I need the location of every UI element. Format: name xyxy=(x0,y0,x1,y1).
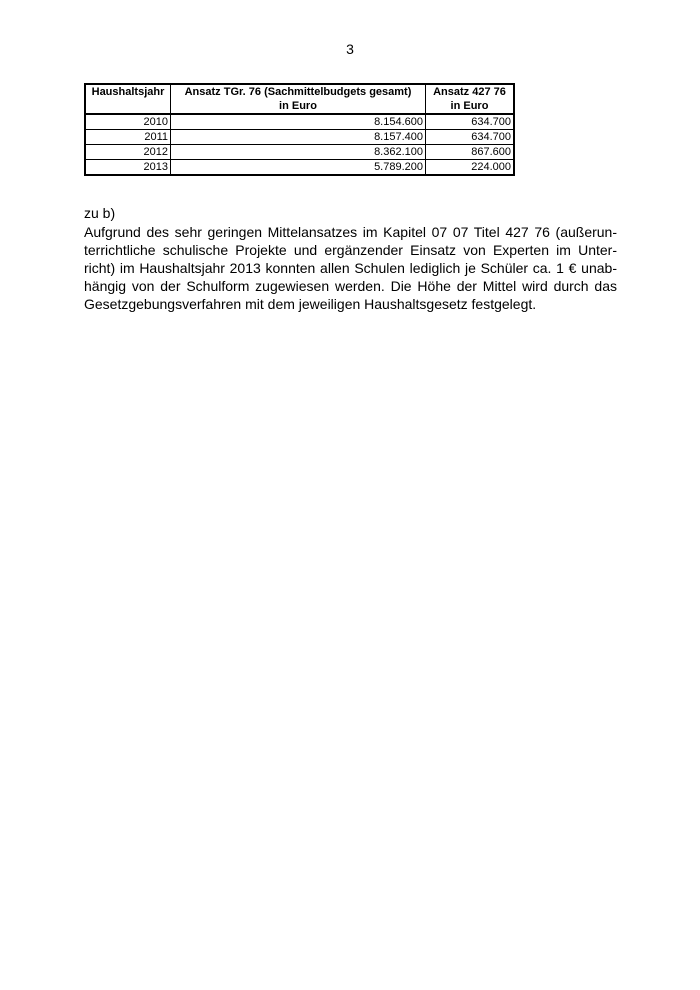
table-row xyxy=(85,130,514,145)
paragraph-line: terrichtliche schulische Projekte und ergänzender Einsatz von Experten im Unter- xyxy=(84,242,617,258)
cell-year: 2012 xyxy=(85,145,171,160)
header-tgr xyxy=(171,84,426,114)
table-header-row xyxy=(85,84,514,114)
body-paragraph xyxy=(84,223,617,313)
cell-tgr: 8.157.400 xyxy=(171,130,426,145)
section-heading: zu b) xyxy=(84,205,116,221)
header-title-line1: Ansatz 427 76 xyxy=(433,86,506,98)
paragraph-line: Aufgrund des sehr geringen Mittelansatzes im Kapitel 07 07 Titel 427 76 (außerun- xyxy=(84,224,617,240)
cell-title: 634.700 xyxy=(426,114,515,130)
table-row xyxy=(85,145,514,160)
page-number: 3 xyxy=(346,41,354,57)
budget-table xyxy=(84,83,515,176)
paragraph-line: richt) im Haushaltsjahr 2013 konnten allen Schulen lediglich je Schüler ca. 1 € unab- xyxy=(84,260,617,276)
table-row xyxy=(85,114,514,130)
header-title-line2: in Euro xyxy=(450,100,489,112)
cell-year: 2013 xyxy=(85,160,171,176)
table-body xyxy=(85,114,514,175)
cell-tgr: 5.789.200 xyxy=(171,160,426,176)
cell-title: 634.700 xyxy=(426,130,515,145)
cell-tgr: 8.362.100 xyxy=(171,145,426,160)
cell-title: 867.600 xyxy=(426,145,515,160)
paragraph-line: hängig von der Schulform zugewiesen werden. Die Höhe der Mittel wird durch das xyxy=(84,278,617,294)
header-tgr-line2: in Euro xyxy=(279,100,317,112)
cell-year: 2010 xyxy=(85,114,171,130)
table-header xyxy=(85,84,514,114)
table-row xyxy=(85,160,514,176)
header-year-label: Haushaltsjahr xyxy=(91,86,165,98)
header-year xyxy=(85,84,171,114)
paragraph-line: Gesetzgebungsverfahren mit dem jeweiligen Haushaltsgesetz festgelegt. xyxy=(84,296,537,312)
cell-title: 224.000 xyxy=(426,160,515,176)
cell-year: 2011 xyxy=(85,130,171,145)
header-title xyxy=(426,84,515,114)
cell-tgr: 8.154.600 xyxy=(171,114,426,130)
header-tgr-line1: Ansatz TGr. 76 (Sachmittelbudgets gesamt) xyxy=(184,86,412,98)
